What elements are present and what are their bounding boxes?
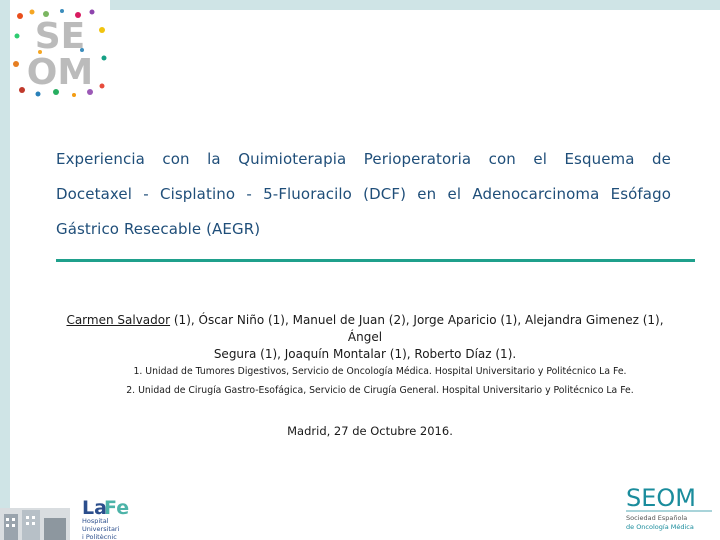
authors-line-1 (50, 312, 680, 346)
title-line-2: Docetaxel - Cisplatino - 5-Fluoracilo (DCF) en el Adenocarcinoma Esófago (56, 185, 671, 203)
seom-logo-text-1: SE (34, 16, 86, 57)
title-divider (56, 259, 695, 262)
presentation-title (56, 142, 671, 247)
lafe-logo-name-1: La (82, 497, 107, 519)
seom-logo-text-2: OM (26, 52, 94, 93)
lafe-logo-sub-3: i Politècnic (82, 533, 117, 540)
authors-line-1-rest: (1), Óscar Niño (1), Manuel de Juan (2), Jorge Aparicio (1), Alejandra Gimenez (1), Ángel (170, 313, 664, 344)
lafe-logo-name-2: Fe (104, 497, 130, 519)
lafe-logo-sub-2: Universitari (82, 525, 120, 533)
lafe-logo-sub-1: Hospital (82, 517, 109, 525)
seom-logo-bottom (620, 478, 720, 540)
seom-logo-bottom-sub-1: Sociedad Española (626, 514, 688, 522)
top-band (110, 0, 720, 10)
presentation-date: Madrid, 27 de Octubre 2016. (287, 424, 453, 438)
lafe-hospital-logo (0, 490, 140, 540)
title-line-3: Gástrico Resecable (AEGR) (56, 220, 261, 238)
title-line-1: Experiencia con la Quimioterapia Perioperatoria con el Esquema de (56, 150, 671, 168)
seom-logo-bottom-name: SEOM (626, 484, 696, 512)
affiliation-1: 1. Unidad de Tumores Digestivos, Servicio de Oncología Médica. Hospital Universitario y Politécnico La Fe. (133, 366, 627, 377)
authors (50, 312, 680, 363)
affiliations (80, 362, 680, 400)
first-author: Carmen Salvador (66, 313, 171, 327)
seom-logo-bottom-sub-2: de Oncología Médica (626, 523, 694, 531)
left-band (0, 0, 10, 540)
authors-line-2: Segura (1), Joaquín Montalar (1), Roberto Díaz (1). (213, 347, 517, 361)
seom-logo-top (12, 6, 108, 98)
affiliation-2: 2. Unidad de Cirugía Gastro-Esofágica, Servicio de Cirugía General. Hospital Universitario y Politécnico La Fe. (126, 385, 634, 396)
